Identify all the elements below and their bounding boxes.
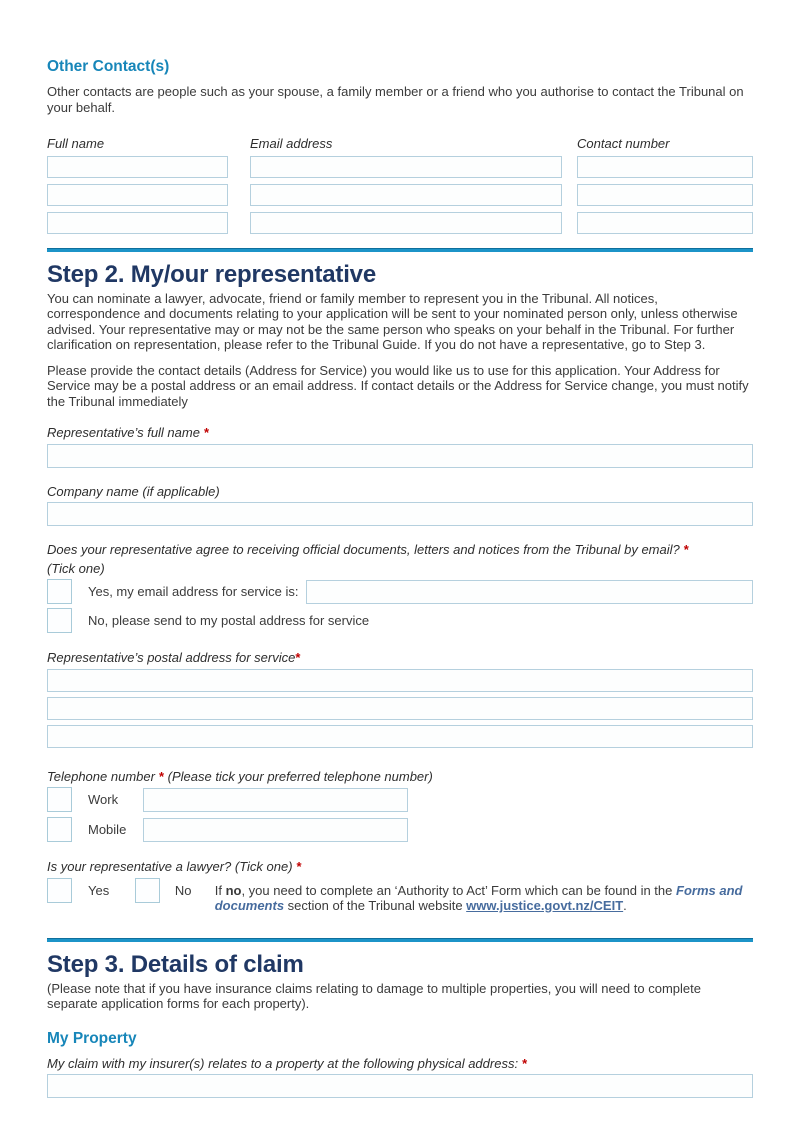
step3-title: Step 3. Details of claim [47,950,304,978]
postal-address-line2-input[interactable] [47,697,753,720]
property-address-label: My claim with my insurer(s) relates to a property at the following physical address: [47,1055,519,1071]
email-agreement-question [47,542,753,633]
mobile-label: Mobile [88,821,127,837]
contact3-email-input[interactable] [250,212,562,234]
other-contacts-description: Other contacts are people such as your spouse, a family member or a friend who you authorise to contact the Tribunal on your behalf. [47,84,744,115]
no-postal-option-row [47,608,753,633]
note-text: , you need to complete an ‘Authority to Act’ Form which can be found in the [241,882,676,898]
contact3-full-name-input[interactable] [47,212,228,234]
yes-email-label: Yes, my email address for service is: [88,583,299,599]
other-contact-row-3 [47,212,753,234]
lawyer-no-checkbox[interactable] [135,878,160,903]
email-address-column-label: Email address [250,136,333,151]
telephone-field [47,769,753,843]
lawyer-question-field [47,859,753,914]
contact2-email-input[interactable] [250,184,562,206]
other-contacts-column-headers [47,136,753,152]
postal-address-line3-input[interactable] [47,725,753,748]
note-text: If [214,882,226,898]
property-address-input[interactable] [47,1074,753,1098]
lawyer-question-label: Is your representative a lawyer? (Tick one) [47,859,293,874]
postal-address-label: Representative’s postal address for service [47,650,296,665]
no-postal-checkbox[interactable] [47,608,72,633]
lawyer-no-label: No [174,882,192,898]
step3-section [47,951,753,1099]
required-asterisk: * [296,859,302,874]
note-bold-no: no [225,882,242,898]
mobile-phone-row [47,817,753,842]
contact1-number-input[interactable] [577,156,753,178]
note-text: . [623,898,627,913]
other-contact-row-1 [47,156,753,178]
my-property-heading: My Property [47,1029,137,1047]
contact3-number-input[interactable] [577,212,753,234]
work-phone-checkbox[interactable] [47,787,72,812]
postal-address-field [47,650,753,748]
contact2-number-input[interactable] [577,184,753,206]
contact-number-column-label: Contact number [577,136,670,151]
work-label: Work [88,791,119,807]
forms-and-documents-emphasis: Forms and documents [214,882,743,913]
no-postal-label: No, please send to my postal address for service [88,612,370,628]
required-asterisk: * [295,650,301,665]
tribunal-website-link[interactable]: www.justice.govt.nz/CEIT [466,898,624,913]
company-name-field [47,484,753,527]
telephone-label: Telephone number [47,768,155,784]
tick-one-label: (Tick one) [47,560,105,576]
mobile-phone-checkbox[interactable] [47,817,72,842]
section-divider [47,938,753,942]
yes-email-option-row [47,579,753,604]
required-asterisk: * [522,1055,528,1071]
representative-full-name-field [47,425,753,468]
mobile-phone-input[interactable] [143,818,408,842]
contact1-email-input[interactable] [250,156,562,178]
email-question-label: Does your representative agree to receiving official documents, letters and notices from the Tribunal by email? [47,542,680,557]
required-asterisk: * [158,768,164,784]
other-contacts-section [47,58,753,234]
lawyer-yes-checkbox[interactable] [47,878,72,903]
company-name-input[interactable] [47,502,753,526]
contact1-full-name-input[interactable] [47,156,228,178]
required-asterisk: * [683,542,689,557]
telephone-hint: (Please tick your preferred telephone number) [167,768,433,784]
email-for-service-input[interactable] [306,580,753,604]
address-for-service-note: Please provide the contact details (Address for Service) you would like us to use for this application. Your Address for Service may be a postal address or an email address. If contact details or the Address for Service change, you must notify the Tribunal immediately [47,362,749,409]
yes-email-checkbox[interactable] [47,579,72,604]
work-phone-input[interactable] [143,788,408,812]
work-phone-row [47,787,753,812]
required-asterisk: * [203,425,210,440]
other-contact-row-2 [47,184,753,206]
note-text: section of the Tribunal website [284,898,467,913]
authority-to-act-note [215,883,753,914]
lawyer-yes-label: Yes [88,882,110,898]
other-contacts-heading: Other Contact(s) [47,58,170,75]
step2-section [47,261,753,914]
step2-title: Step 2. My/our representative [47,260,376,288]
property-address-field [47,1056,753,1099]
section-divider [47,248,753,252]
step2-intro: You can nominate a lawyer, advocate, friend or family member to represent you in the Tribunal. All notices, correspondence and documents relating to your application will be sent to your nominated person only, unless otherwise advised. Your representative may or may not be the same person who speaks on your behalf in the Tribunal. For further clarification on representation, please refer to the Tribunal Guide. If you do not have a representative, go to Step 3. [47,290,738,352]
representative-full-name-label: Representative’s full name [47,425,200,440]
contact2-full-name-input[interactable] [47,184,228,206]
representative-full-name-input[interactable] [47,444,753,468]
lawyer-yes-no-row [47,878,753,914]
step3-note: (Please note that if you have insurance claims relating to damage to multiple properties, you will need to complete separate application forms for each property). [47,980,701,1011]
full-name-column-label: Full name [47,136,105,151]
postal-address-line1-input[interactable] [47,669,753,692]
company-name-label: Company name (if applicable) [47,483,220,499]
